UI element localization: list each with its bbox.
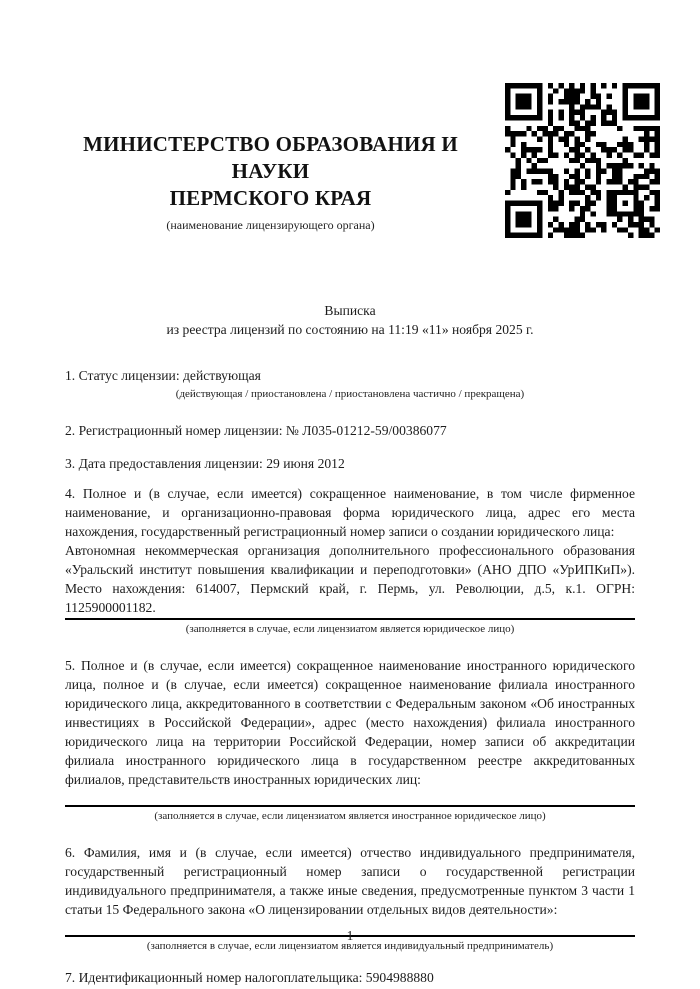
individual-entrepreneur-question: 6. Фамилия, имя и (в случае, если имеется) отчество индивидуального предпринимателя, государственный регистрационный номер записи о государственной регистрации индивидуального предпринимателя, а также иные сведения, предусмотренные пунктом 3 части 1 статьи 15 Федерального закона «О лицензировании отдельных видов деятельности»: <box>65 845 635 917</box>
legal-entity-caption: (заполняется в случае, если лицензиатом является юридическое лицо) <box>185 623 515 635</box>
foreign-entity-question: 5. Полное и (в случае, если имеется) сокращенное наименование иностранного юридического лица, полное и (в случае, если имеется) сокращенное наименование филиала иностранного юридического лица, аккредитованного в соответствии с Федеральным законом «Об иностранных инвестициях в Российской Федерации», адрес (место нахождения) филиала иностранного юридического лица на территории Российской Федерации, номер записи об аккредитации филиала иностранного юридического лица в государственном реестре аккредитованных филиалов, представительств иностранных юридических лиц: <box>65 658 635 787</box>
ministry-name-line1: МИНИСТЕРСТВО ОБРАЗОВАНИЯ И НАУКИ <box>83 132 458 183</box>
licensing-authority-caption: (наименование лицензирующего органа) <box>166 218 375 232</box>
foreign-entity-caption: (заполняется в случае, если лицензиатом является иностранное юридическое лицо) <box>154 810 546 822</box>
qr-code-svg <box>505 83 660 238</box>
foreign-entity-fill-line <box>65 805 635 807</box>
registration-number-item <box>65 421 635 440</box>
foreign-entity-item <box>65 656 635 824</box>
qr-code-image <box>505 83 660 238</box>
ministry-header <box>48 131 493 232</box>
document-title: Выписка <box>324 303 376 318</box>
license-status-text: 1. Статус лицензии: действующая <box>65 368 261 383</box>
inn-item <box>65 968 635 987</box>
grant-date-text: 3. Дата предоставления лицензии: 29 июня 2012 <box>65 456 345 471</box>
document-body <box>65 301 635 987</box>
grant-date-item <box>65 454 635 473</box>
document-title-block <box>65 301 635 339</box>
legal-entity-item <box>65 484 635 637</box>
license-status-options-caption: (действующая / приостановлена / приостановлена частично / прекращена) <box>175 388 525 400</box>
legal-entity-fill-line <box>65 618 635 620</box>
ministry-name-line2: ПЕРМСКОГО КРАЯ <box>169 186 372 210</box>
individual-entrepreneur-caption: (заполняется в случае, если лицензиатом является индивидуальный предприниматель) <box>146 940 554 952</box>
legal-entity-question: 4. Полное и (в случае, если имеется) сокращенное наименование, в том числе фирменное наименование, и организационно-правовая форма юридического лица, адрес его места нахождения, государственный регистрационный номер записи о создании юридического лица: <box>65 486 635 539</box>
document-subtitle: из реестра лицензий по состоянию на 11:19 «11» ноября 2025 г. <box>166 322 534 337</box>
license-status-item <box>65 366 635 402</box>
registration-number-text: 2. Регистрационный номер лицензии: № Л035-01212-59/00386077 <box>65 423 447 438</box>
page-number: 1 <box>346 928 354 943</box>
inn-text: 7. Идентификационный номер налогоплательщика: 5904988880 <box>65 970 434 985</box>
legal-entity-value: Автономная некоммерческая организация дополнительного профессионального образования «Уральский институт повышения квалификации и переподготовки» (АНО ДПО «УрИПКиП»). Место нахождения: 614007, Пермский край, г. Пермь, ул. Революции, д.5, к.1. ОГРН: 1125900001182. <box>65 543 635 615</box>
